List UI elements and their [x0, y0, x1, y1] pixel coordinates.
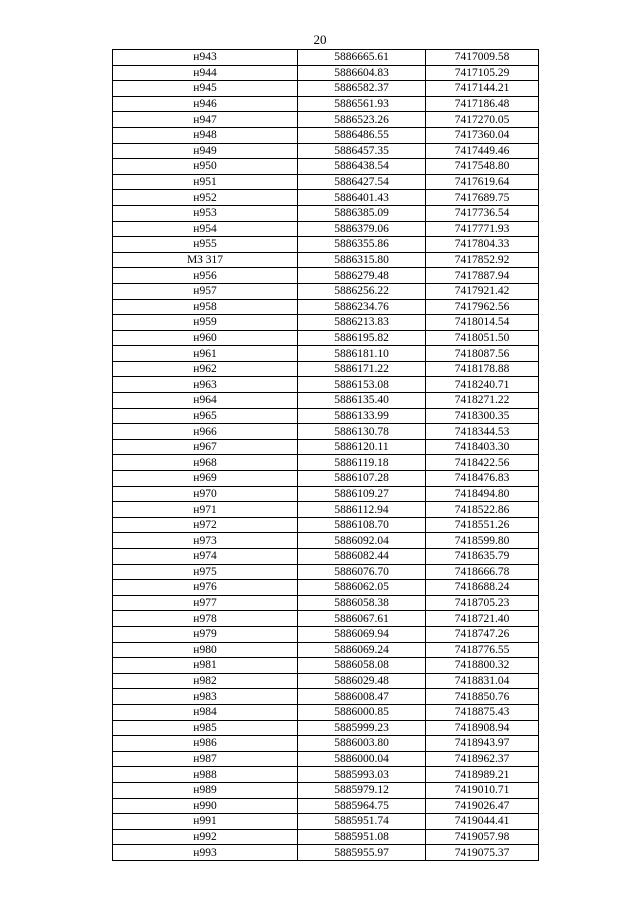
- x-coordinate-cell: 5886315.80: [298, 252, 426, 268]
- x-coordinate-cell: 5886000.85: [298, 704, 426, 720]
- point-name-cell: н952: [113, 190, 298, 206]
- y-coordinate-cell: 7417548.80: [426, 159, 539, 175]
- table-row: [113, 112, 539, 128]
- y-coordinate-cell: 7418908.94: [426, 720, 539, 736]
- y-coordinate-cell: 7418087.56: [426, 346, 539, 362]
- table-row: [113, 720, 539, 736]
- table-row: [113, 159, 539, 175]
- table-row: [113, 268, 539, 284]
- y-coordinate-cell: 7419026.47: [426, 798, 539, 814]
- y-coordinate-cell: 7418875.43: [426, 704, 539, 720]
- point-name-cell: н951: [113, 174, 298, 190]
- table-row: [113, 361, 539, 377]
- y-coordinate-cell: 7418014.54: [426, 315, 539, 331]
- point-name-cell: н950: [113, 159, 298, 175]
- x-coordinate-cell: 5886029.48: [298, 673, 426, 689]
- table-row: [113, 174, 539, 190]
- x-coordinate-cell: 5886120.11: [298, 439, 426, 455]
- y-coordinate-cell: 7417736.54: [426, 205, 539, 221]
- point-name-cell: н976: [113, 580, 298, 596]
- table-row: [113, 549, 539, 565]
- y-coordinate-cell: 7418666.78: [426, 564, 539, 580]
- table-row: [113, 829, 539, 845]
- x-coordinate-cell: 5885951.74: [298, 814, 426, 830]
- y-coordinate-cell: 7417887.94: [426, 268, 539, 284]
- table-row: [113, 486, 539, 502]
- point-name-cell: н959: [113, 315, 298, 331]
- table-row: [113, 143, 539, 159]
- x-coordinate-cell: 5886401.43: [298, 190, 426, 206]
- table-row: [113, 517, 539, 533]
- table-row: [113, 736, 539, 752]
- point-name-cell: н985: [113, 720, 298, 736]
- point-name-cell: н946: [113, 96, 298, 112]
- table-row: [113, 798, 539, 814]
- y-coordinate-cell: 7417360.04: [426, 127, 539, 143]
- x-coordinate-cell: 5885979.12: [298, 782, 426, 798]
- x-coordinate-cell: 5886256.22: [298, 283, 426, 299]
- y-coordinate-cell: 7418635.79: [426, 549, 539, 565]
- x-coordinate-cell: 5886561.93: [298, 96, 426, 112]
- point-name-cell: н987: [113, 751, 298, 767]
- table-row: [113, 221, 539, 237]
- x-coordinate-cell: 5886457.35: [298, 143, 426, 159]
- point-name-cell: н993: [113, 845, 298, 861]
- point-name-cell: н948: [113, 127, 298, 143]
- point-name-cell: н944: [113, 65, 298, 81]
- point-name-cell: МЗ 317: [113, 252, 298, 268]
- y-coordinate-cell: 7418522.86: [426, 502, 539, 518]
- point-name-cell: н973: [113, 533, 298, 549]
- x-coordinate-cell: 5886130.78: [298, 424, 426, 440]
- point-name-cell: н966: [113, 424, 298, 440]
- point-name-cell: н958: [113, 299, 298, 315]
- x-coordinate-cell: 5886003.80: [298, 736, 426, 752]
- x-coordinate-cell: 5886000.04: [298, 751, 426, 767]
- y-coordinate-cell: 7418831.04: [426, 673, 539, 689]
- point-name-cell: н953: [113, 205, 298, 221]
- point-name-cell: н984: [113, 704, 298, 720]
- point-name-cell: н962: [113, 361, 298, 377]
- x-coordinate-cell: 5886665.61: [298, 50, 426, 66]
- table-row: [113, 424, 539, 440]
- point-name-cell: н947: [113, 112, 298, 128]
- x-coordinate-cell: 5886385.09: [298, 205, 426, 221]
- x-coordinate-cell: 5886153.08: [298, 377, 426, 393]
- y-coordinate-cell: 7417852.92: [426, 252, 539, 268]
- point-name-cell: н960: [113, 330, 298, 346]
- y-coordinate-cell: 7418705.23: [426, 595, 539, 611]
- table-row: [113, 299, 539, 315]
- table-row: [113, 190, 539, 206]
- x-coordinate-cell: 5886355.86: [298, 237, 426, 253]
- y-coordinate-cell: 7418943.97: [426, 736, 539, 752]
- x-coordinate-cell: 5886195.82: [298, 330, 426, 346]
- table-row: [113, 626, 539, 642]
- point-name-cell: н945: [113, 81, 298, 97]
- y-coordinate-cell: 7418747.26: [426, 626, 539, 642]
- table-row: [113, 377, 539, 393]
- x-coordinate-cell: 5885964.75: [298, 798, 426, 814]
- y-coordinate-cell: 7417186.48: [426, 96, 539, 112]
- point-name-cell: н955: [113, 237, 298, 253]
- x-coordinate-cell: 5886427.54: [298, 174, 426, 190]
- y-coordinate-cell: 7419044.41: [426, 814, 539, 830]
- y-coordinate-cell: 7418551.26: [426, 517, 539, 533]
- point-name-cell: н961: [113, 346, 298, 362]
- table-row: [113, 346, 539, 362]
- x-coordinate-cell: 5885951.08: [298, 829, 426, 845]
- y-coordinate-cell: 7417009.58: [426, 50, 539, 66]
- point-name-cell: н977: [113, 595, 298, 611]
- x-coordinate-cell: 5886107.28: [298, 471, 426, 487]
- table-row: [113, 642, 539, 658]
- y-coordinate-cell: 7418240.71: [426, 377, 539, 393]
- point-name-cell: н954: [113, 221, 298, 237]
- table-row: [113, 704, 539, 720]
- y-coordinate-cell: 7418688.24: [426, 580, 539, 596]
- table-row: [113, 673, 539, 689]
- x-coordinate-cell: 5886213.83: [298, 315, 426, 331]
- y-coordinate-cell: 7419057.98: [426, 829, 539, 845]
- point-name-cell: н980: [113, 642, 298, 658]
- x-coordinate-cell: 5886171.22: [298, 361, 426, 377]
- x-coordinate-cell: 5886234.76: [298, 299, 426, 315]
- table-row: [113, 96, 539, 112]
- x-coordinate-cell: 5885993.03: [298, 767, 426, 783]
- y-coordinate-cell: 7418178.88: [426, 361, 539, 377]
- point-name-cell: н971: [113, 502, 298, 518]
- y-coordinate-cell: 7417105.29: [426, 65, 539, 81]
- y-coordinate-cell: 7418271.22: [426, 393, 539, 409]
- table-row: [113, 580, 539, 596]
- table-row: [113, 533, 539, 549]
- table-row: [113, 252, 539, 268]
- y-coordinate-cell: 7417804.33: [426, 237, 539, 253]
- point-name-cell: н983: [113, 689, 298, 705]
- x-coordinate-cell: 5886069.24: [298, 642, 426, 658]
- point-name-cell: н943: [113, 50, 298, 66]
- table-row: [113, 393, 539, 409]
- y-coordinate-cell: 7418721.40: [426, 611, 539, 627]
- x-coordinate-cell: 5886112.94: [298, 502, 426, 518]
- x-coordinate-cell: 5886082.44: [298, 549, 426, 565]
- table-row: [113, 845, 539, 861]
- table-row: [113, 658, 539, 674]
- y-coordinate-cell: 7417771.93: [426, 221, 539, 237]
- table-row: [113, 689, 539, 705]
- table-row: [113, 315, 539, 331]
- y-coordinate-cell: 7418300.35: [426, 408, 539, 424]
- x-coordinate-cell: 5886438.54: [298, 159, 426, 175]
- point-name-cell: н992: [113, 829, 298, 845]
- x-coordinate-cell: 5885999.23: [298, 720, 426, 736]
- point-name-cell: н988: [113, 767, 298, 783]
- table-row: [113, 330, 539, 346]
- x-coordinate-cell: 5886062.05: [298, 580, 426, 596]
- y-coordinate-cell: 7417962.56: [426, 299, 539, 315]
- x-coordinate-cell: 5886067.61: [298, 611, 426, 627]
- x-coordinate-cell: 5886092.04: [298, 533, 426, 549]
- y-coordinate-cell: 7418962.37: [426, 751, 539, 767]
- y-coordinate-cell: 7418344.53: [426, 424, 539, 440]
- x-coordinate-cell: 5886109.27: [298, 486, 426, 502]
- table-row: [113, 502, 539, 518]
- y-coordinate-cell: 7418989.21: [426, 767, 539, 783]
- x-coordinate-cell: 5886523.26: [298, 112, 426, 128]
- point-name-cell: н970: [113, 486, 298, 502]
- y-coordinate-cell: 7418599.80: [426, 533, 539, 549]
- y-coordinate-cell: 7417619.64: [426, 174, 539, 190]
- point-name-cell: н964: [113, 393, 298, 409]
- x-coordinate-cell: 5886058.08: [298, 658, 426, 674]
- table-row: [113, 751, 539, 767]
- y-coordinate-cell: 7417144.21: [426, 81, 539, 97]
- point-name-cell: н986: [113, 736, 298, 752]
- y-coordinate-cell: 7418422.56: [426, 455, 539, 471]
- table-row: [113, 595, 539, 611]
- point-name-cell: н965: [113, 408, 298, 424]
- point-name-cell: н968: [113, 455, 298, 471]
- x-coordinate-cell: 5886058.38: [298, 595, 426, 611]
- y-coordinate-cell: 7418403.30: [426, 439, 539, 455]
- coordinates-table-body: [113, 50, 539, 861]
- point-name-cell: н972: [113, 517, 298, 533]
- y-coordinate-cell: 7417270.05: [426, 112, 539, 128]
- x-coordinate-cell: 5886108.70: [298, 517, 426, 533]
- point-name-cell: н981: [113, 658, 298, 674]
- point-name-cell: н991: [113, 814, 298, 830]
- table-row: [113, 65, 539, 81]
- point-name-cell: н963: [113, 377, 298, 393]
- y-coordinate-cell: 7418051.50: [426, 330, 539, 346]
- x-coordinate-cell: 5886279.48: [298, 268, 426, 284]
- x-coordinate-cell: 5886181.10: [298, 346, 426, 362]
- coordinates-table: [112, 49, 539, 861]
- table-row: [113, 564, 539, 580]
- y-coordinate-cell: 7419010.71: [426, 782, 539, 798]
- y-coordinate-cell: 7417921.42: [426, 283, 539, 299]
- x-coordinate-cell: 5886135.40: [298, 393, 426, 409]
- point-name-cell: н975: [113, 564, 298, 580]
- x-coordinate-cell: 5886582.37: [298, 81, 426, 97]
- x-coordinate-cell: 5886076.70: [298, 564, 426, 580]
- y-coordinate-cell: 7418800.32: [426, 658, 539, 674]
- y-coordinate-cell: 7418476.83: [426, 471, 539, 487]
- x-coordinate-cell: 5886008.47: [298, 689, 426, 705]
- table-row: [113, 408, 539, 424]
- table-row: [113, 205, 539, 221]
- point-name-cell: н982: [113, 673, 298, 689]
- point-name-cell: н969: [113, 471, 298, 487]
- table-row: [113, 782, 539, 798]
- table-row: [113, 814, 539, 830]
- point-name-cell: н967: [113, 439, 298, 455]
- table-row: [113, 127, 539, 143]
- x-coordinate-cell: 5886119.18: [298, 455, 426, 471]
- y-coordinate-cell: 7418494.80: [426, 486, 539, 502]
- x-coordinate-cell: 5885955.97: [298, 845, 426, 861]
- point-name-cell: н990: [113, 798, 298, 814]
- point-name-cell: н989: [113, 782, 298, 798]
- table-row: [113, 283, 539, 299]
- table-row: [113, 471, 539, 487]
- table-row: [113, 81, 539, 97]
- x-coordinate-cell: 5886486.55: [298, 127, 426, 143]
- x-coordinate-cell: 5886069.94: [298, 626, 426, 642]
- point-name-cell: н974: [113, 549, 298, 565]
- point-name-cell: н956: [113, 268, 298, 284]
- x-coordinate-cell: 5886604.83: [298, 65, 426, 81]
- table-row: [113, 50, 539, 66]
- y-coordinate-cell: 7417449.46: [426, 143, 539, 159]
- table-row: [113, 455, 539, 471]
- x-coordinate-cell: 5886133.99: [298, 408, 426, 424]
- y-coordinate-cell: 7419075.37: [426, 845, 539, 861]
- point-name-cell: н949: [113, 143, 298, 159]
- point-name-cell: н978: [113, 611, 298, 627]
- x-coordinate-cell: 5886379.06: [298, 221, 426, 237]
- y-coordinate-cell: 7418776.55: [426, 642, 539, 658]
- y-coordinate-cell: 7418850.76: [426, 689, 539, 705]
- point-name-cell: н979: [113, 626, 298, 642]
- table-row: [113, 439, 539, 455]
- point-name-cell: н957: [113, 283, 298, 299]
- page-number: 20: [313, 32, 327, 47]
- y-coordinate-cell: 7417689.75: [426, 190, 539, 206]
- table-row: [113, 611, 539, 627]
- table-row: [113, 767, 539, 783]
- table-row: [113, 237, 539, 253]
